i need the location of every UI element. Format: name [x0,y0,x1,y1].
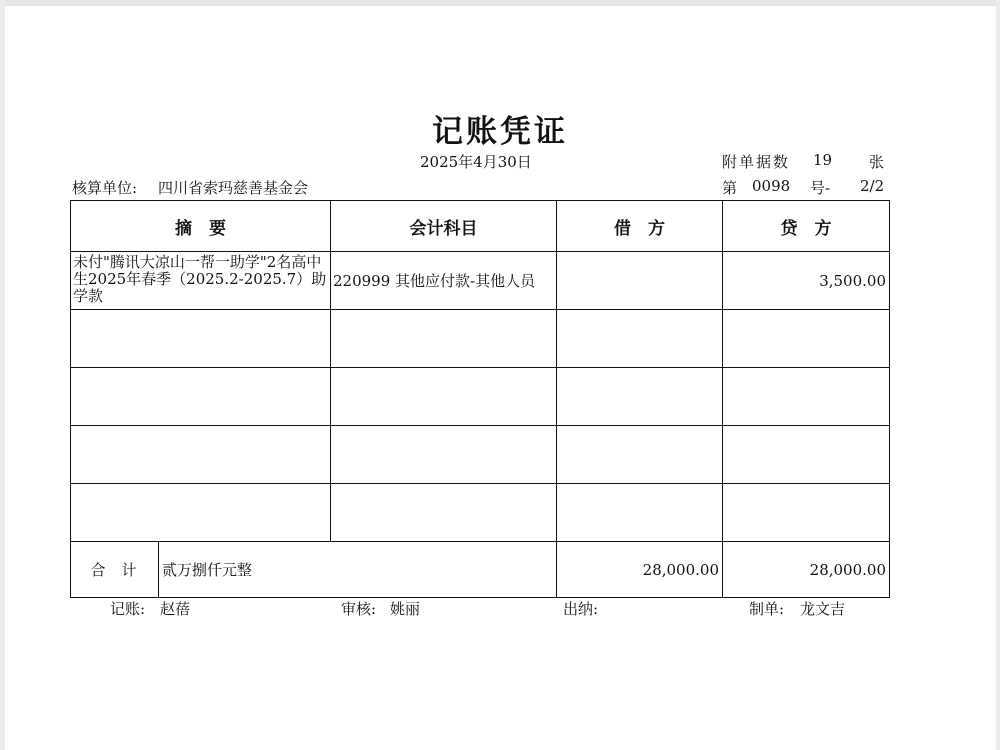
row-account [331,426,557,484]
voucher-date: 2025年4月30日 [420,153,532,171]
preparer-label: 制单: [749,600,785,618]
voucher-number-prefix: 第 [722,179,738,197]
total-credit: 28,000.00 [723,542,890,598]
row-account [331,484,557,542]
row-debit [557,426,723,484]
bookkeeper-name: 赵蓓 [160,600,191,618]
row-credit [723,426,890,484]
row-account [331,368,557,426]
row-summary [71,310,331,368]
row-debit [557,368,723,426]
voucher-page-number: 2/2 [860,177,885,195]
preparer-name: 龙文吉 [800,600,846,618]
row-credit: 3,500.00 [723,252,890,310]
table-row [71,368,890,426]
row-credit [723,310,890,368]
row-summary [71,368,331,426]
row-debit [557,310,723,368]
table-header-row [71,201,890,252]
attachment-label: 附单据数 [722,153,791,171]
header-summary: 摘 要 [71,201,331,252]
bookkeeper-label: 记账: [110,600,146,618]
header-account: 会计科目 [331,201,557,252]
total-amount-in-words: 贰万捌仟元整 [159,542,557,598]
voucher-number-suffix: 号- [810,179,831,197]
row-account [331,310,557,368]
row-summary [71,426,331,484]
table-row [71,426,890,484]
voucher-table [70,200,890,598]
table-row [71,252,890,310]
reviewer-label: 审核: [341,600,377,618]
total-label: 合计 [71,542,159,598]
voucher-title: 记账凭证 [432,114,568,150]
row-credit [723,484,890,542]
total-debit: 28,000.00 [557,542,723,598]
row-debit [557,252,723,310]
attachment-unit: 张 [869,153,885,171]
table-row [71,310,890,368]
scan-edge-top [0,0,1000,6]
table-row [71,484,890,542]
row-debit [557,484,723,542]
row-credit [723,368,890,426]
total-row [71,542,890,598]
header-credit: 贷 方 [723,201,890,252]
accounting-unit-name: 四川省索玛慈善基金会 [158,179,309,197]
header-debit: 借 方 [557,201,723,252]
cashier-label: 出纳: [563,600,599,618]
attachment-count: 19 [813,151,833,169]
accounting-unit-label: 核算单位: [72,179,138,197]
reviewer-name: 姚丽 [390,600,421,618]
row-summary [71,484,331,542]
row-summary: 未付"腾讯大凉山一帮一助学"2名高中生2025年春季（2025.2-2025.7）助学款 [71,252,331,310]
voucher-number: 0098 [752,177,791,195]
row-account: 220999 其他应付款-其他人员 [331,252,557,310]
